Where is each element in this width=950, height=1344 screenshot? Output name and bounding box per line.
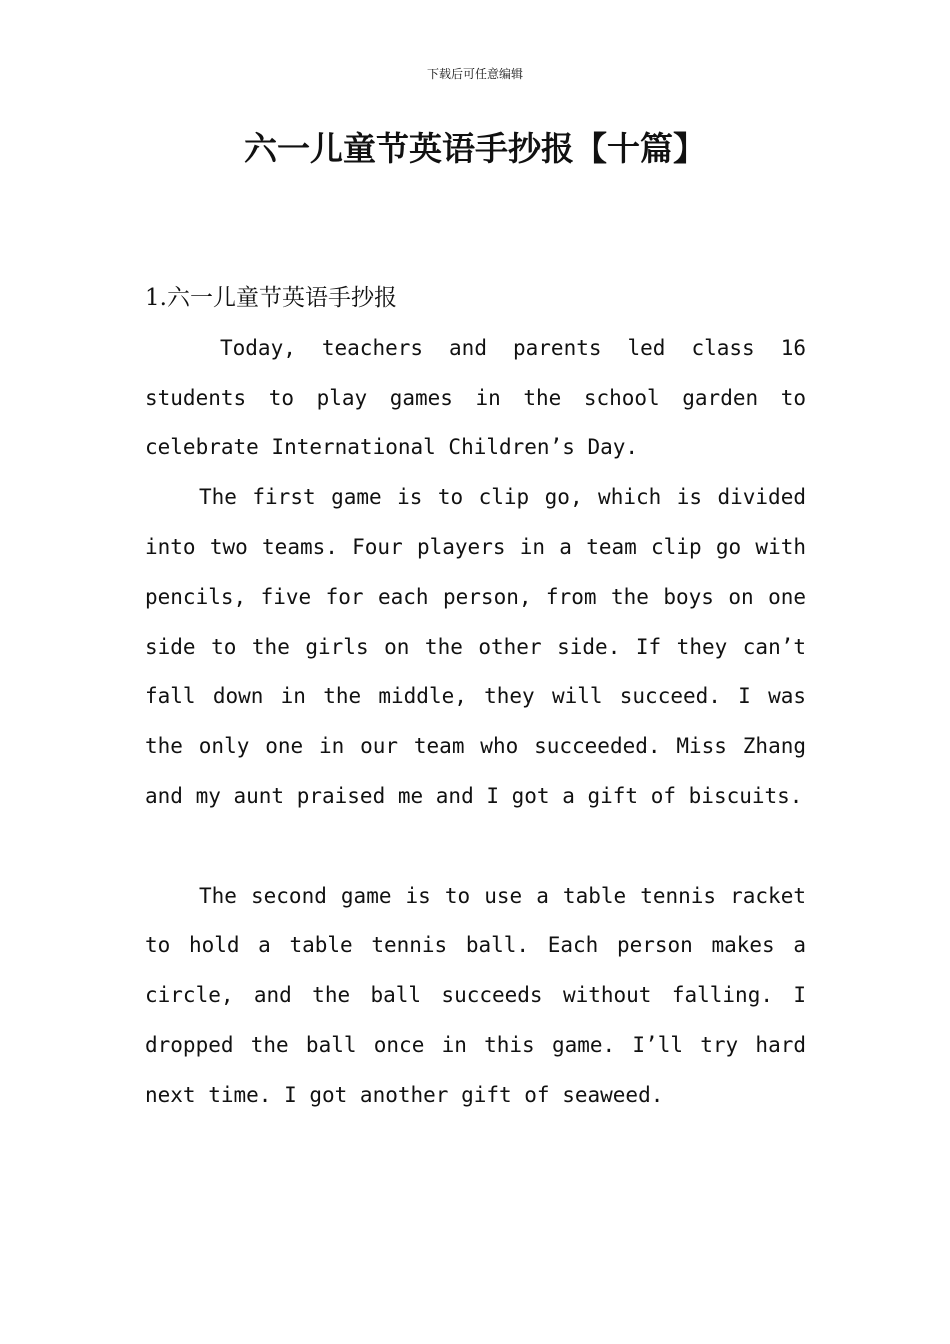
document-body	[145, 274, 806, 1121]
page-header-note: 下载后可任意编辑	[426, 67, 523, 81]
paragraph-second-game: The second game is to use a table tennis racket to hold a table tennis ball. Each person makes a circle, and the ball succeeds without falling. I dropped the ball once in this game. I’ll try hard next time. I got another gift of seaweed.	[145, 883, 806, 1107]
paragraph-first-game: The first game is to clip go, which is divided into two teams. Four players in a team clip go with pencils, five for each person, from the boys on one side to the girls on the other side. If they can’t fall down in the middle, they will succeed. I was the only one in our team who succeeded. Miss Zhang and my aunt praised me and I got a gift of biscuits.	[145, 485, 806, 808]
document-title: 六一儿童节英语手抄报【十篇】	[244, 129, 706, 168]
paragraph-intro: Today, teachers and parents led class 16 students to play games in the school garden to celebrate International Children’s Day.	[145, 335, 806, 460]
section-heading: 1.六一儿童节英语手抄报	[145, 285, 397, 311]
